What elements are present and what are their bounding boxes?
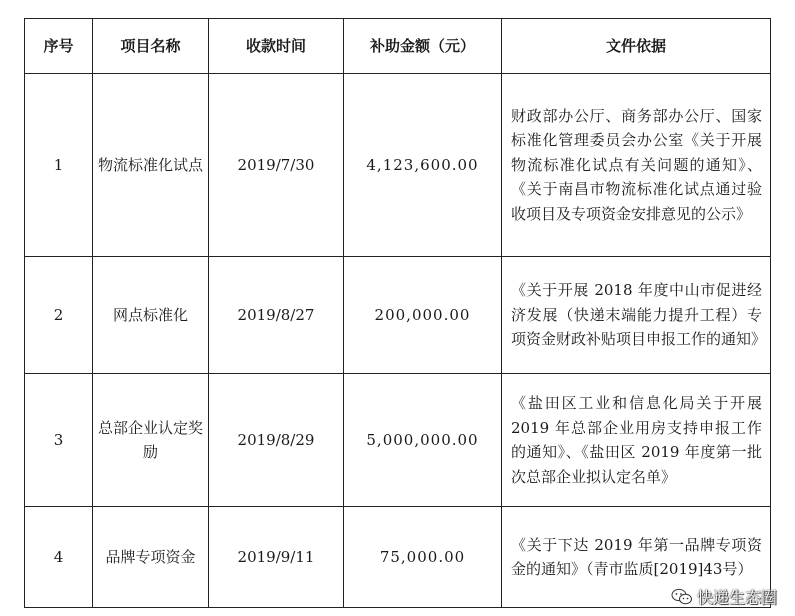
header-receipt-date: 收款时间: [209, 19, 344, 74]
cell-receipt-date: 2019/8/27: [209, 257, 344, 374]
subsidy-table: [24, 18, 771, 608]
cell-document-basis: 财政部办公厅、商务部办公厅、国家标准化管理委员会办公室《关于开展物流标准化试点有关问题的通知》、《关于南昌市物流标准化试点通过验收项目及专项资金安排意见的公示》: [502, 74, 771, 257]
table-row: [25, 374, 771, 507]
cell-project-name: 网点标准化: [93, 257, 209, 374]
cell-document-basis: 《盐田区工业和信息化局关于开展 2019 年总部企业用房支持申报工作的通知》、《盐田区 2019 年度第一批次总部企业拟认定名单》: [502, 374, 771, 507]
header-document-basis: 文件依据: [502, 19, 771, 74]
cell-serial-number: 4: [25, 507, 93, 608]
table-row: [25, 74, 771, 257]
cell-subsidy-amount: 5,000,000.00: [344, 374, 502, 507]
cell-receipt-date: 2019/9/11: [209, 507, 344, 608]
cell-subsidy-amount: 200,000.00: [344, 257, 502, 374]
cell-serial-number: 3: [25, 374, 93, 507]
cell-receipt-date: 2019/8/29: [209, 374, 344, 507]
cell-project-name: 物流标准化试点: [93, 74, 209, 257]
table-row: [25, 507, 771, 608]
cell-serial-number: 1: [25, 74, 93, 257]
table-header-row: [25, 19, 771, 74]
cell-document-basis: 《关于开展 2018 年度中山市促进经济发展（快递末端能力提升工程）专项资金财政补贴项目申报工作的通知》: [502, 257, 771, 374]
header-project-name: 项目名称: [93, 19, 209, 74]
cell-project-name: 品牌专项资金: [93, 507, 209, 608]
header-serial-number: 序号: [25, 19, 93, 74]
wechat-icon: [671, 588, 693, 606]
header-subsidy-amount: 补助金额（元）: [344, 19, 502, 74]
cell-project-name: 总部企业认定奖励: [93, 374, 209, 507]
cell-subsidy-amount: 4,123,600.00: [344, 74, 502, 257]
cell-document-basis: 《关于下达 2019 年第一品牌专项资金的通知》（青市监质[2019]43号）: [502, 507, 771, 608]
watermark: [671, 585, 777, 608]
table-row: [25, 257, 771, 374]
cell-receipt-date: 2019/7/30: [209, 74, 344, 257]
cell-serial-number: 2: [25, 257, 93, 374]
cell-subsidy-amount: 75,000.00: [344, 507, 502, 608]
watermark-text: 快递生态圈: [696, 588, 777, 607]
